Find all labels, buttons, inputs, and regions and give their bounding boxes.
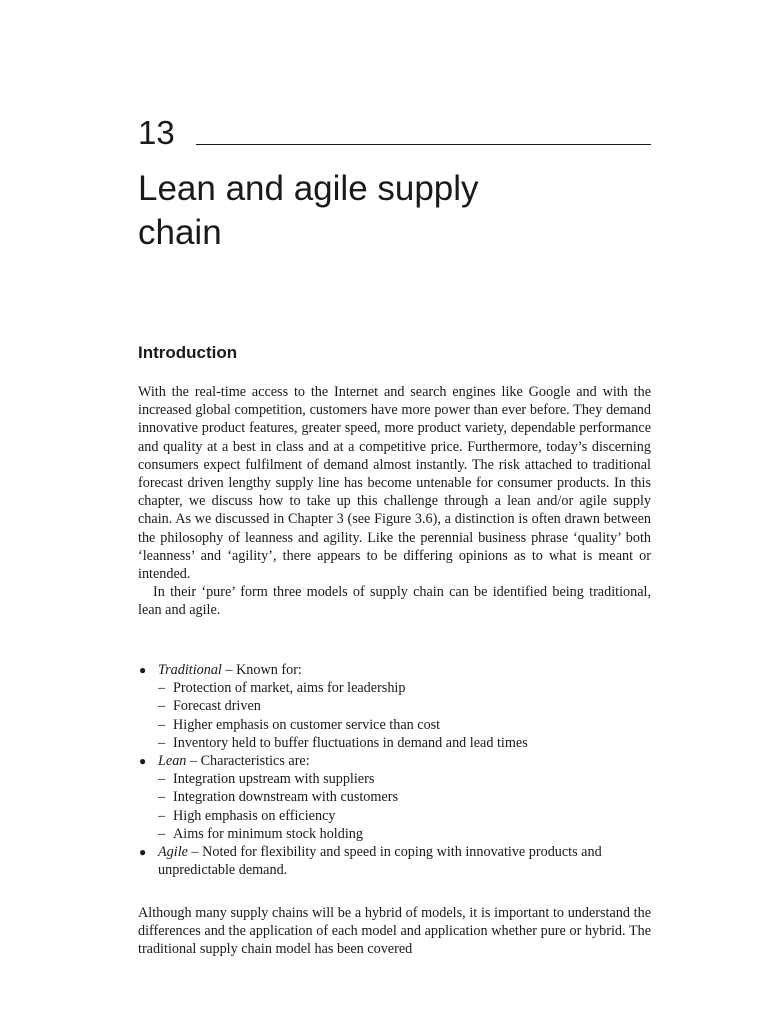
model-desc: – Characteristics are: (186, 753, 310, 770)
dash-icon: – (158, 825, 166, 842)
chapter-rule (196, 144, 651, 145)
models-list (138, 661, 651, 879)
dash-icon: – (158, 716, 166, 733)
bullet-icon: ● (139, 845, 147, 860)
model-desc: – Noted for flexibility and speed in coping with innovative products and unpredictable demand. (158, 844, 602, 879)
closing-paragraph: Although many supply chains will be a hybrid of models, it is important to understand the differences and the application of each model and application whether pure or hybrid. The traditional supply chain model has been covered (138, 905, 651, 958)
model-desc: – Known for: (221, 662, 302, 678)
model-name: Traditional (158, 662, 222, 678)
intro-paragraph-1: With the real-time access to the Internet and search engines like Google and with the increased global competition, customers have more power than ever before. They demand innovative product features, greater speed, more product variety, dependable performance and quality at a best in class and at a competitive price. Furthermore, today’s discerning consumers expect fulfilment of demand almost instantly. The risk attached to traditional forecast driven lengthy supply line has become untenable for consumer products. In this chapter, we discuss how to take up this challenge through a lean and/or agile supply chain. As we discussed in Chapter 3 (see Figure 3.6), a distinction is often drawn between the philosophy of leanness and agility. Like the perennial business phrase ‘quality’ both ‘leanness’ and ‘agility’, there appears to be differing opinions as to what is meant or intended. (138, 384, 651, 583)
model-item-traditional (138, 661, 651, 752)
model-item-agile (138, 843, 651, 879)
dash-icon: – (158, 789, 166, 806)
chapter-heading (138, 113, 651, 153)
chapter-title-line1: Lean and agile supply (138, 169, 479, 208)
chapter-title (138, 167, 658, 255)
list-item: – High emphasis on efficiency (158, 807, 336, 824)
intro-paragraph-2: In their ‘pure’ form three models of supply chain can be identified being traditional, lean and agile. (138, 584, 651, 619)
intro-block (138, 383, 651, 620)
dash-icon: – (158, 680, 166, 697)
list-item: – Integration upstream with suppliers (158, 771, 375, 788)
list-item: – Higher emphasis on customer service than cost (158, 716, 441, 733)
list-item: – Protection of market, aims for leadership (158, 680, 406, 697)
list-item: – Forecast driven (158, 698, 261, 715)
chapter-title-line2: chain (138, 213, 222, 252)
section-title: Introduction (138, 343, 238, 362)
dash-icon: – (158, 698, 166, 715)
dash-icon: – (158, 771, 166, 788)
bullet-icon: ● (139, 754, 147, 769)
bullet-icon: ● (139, 663, 147, 677)
model-item-lean (138, 752, 651, 843)
model-name: Agile (158, 844, 188, 861)
list-item: – Integration downstream with customers (158, 789, 398, 806)
chapter-number: 13 (138, 114, 175, 151)
dash-icon: – (158, 807, 166, 824)
dash-icon: – (158, 734, 166, 751)
list-item: – Inventory held to buffer fluctuations in demand and lead times (158, 734, 528, 751)
list-item: – Aims for minimum stock holding (158, 825, 363, 842)
model-name: Lean (158, 753, 187, 770)
